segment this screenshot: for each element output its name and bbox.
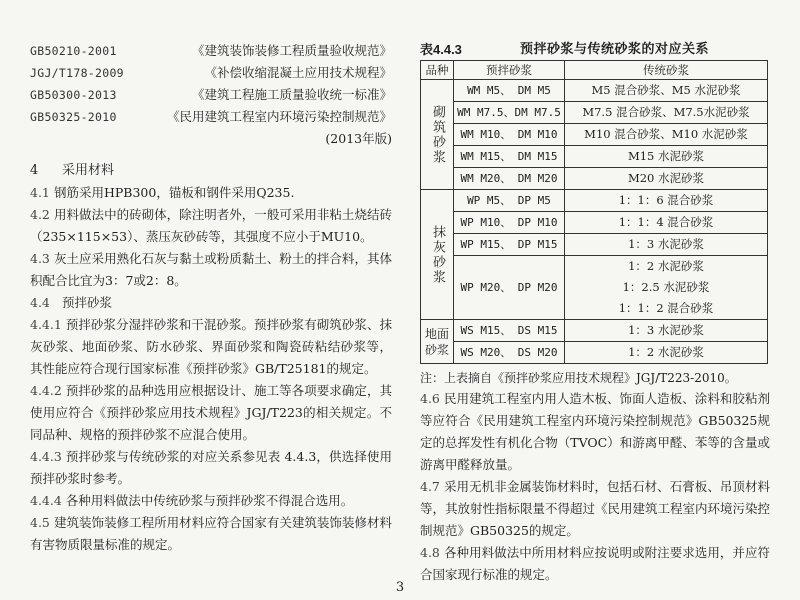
clause-paragraph	[30, 446, 392, 490]
reference-code: GB50300-2013	[30, 88, 117, 102]
premixed-cell: WM M5、 DM M5	[454, 80, 565, 102]
right-column	[420, 40, 770, 586]
premixed-cell: WP M10、 DP M10	[454, 212, 565, 234]
reference-item	[30, 62, 392, 84]
traditional-line: 1：1：2 混合砂浆	[618, 301, 714, 315]
table-note: 注：上表摘自《预拌砂浆应用技术规程》JGJ/T223-2010。	[420, 371, 737, 385]
page-number: 3	[395, 580, 405, 595]
clause-text: 灰土应采用熟化石灰与黏土或粉质黏土、粉土的拌合料，其体积配合比宜为3：7或2：8。	[30, 251, 392, 288]
traditional-line: 1：2 水泥砂浆	[628, 259, 704, 273]
clause-text: 采用无机非金属装饰材料时，包括石材、石膏板、吊顶材料等，其放射性指标限量不得超过《民用建筑工程室内环境污染控制规范》GB50325的规定。	[420, 479, 771, 538]
clause-number: 4.3	[30, 251, 50, 266]
clause-text: 各种用料做法中传统砂浆与预拌砂浆不得混合选用。	[65, 493, 354, 508]
traditional-cell: 1：3 水泥砂浆	[565, 234, 768, 256]
traditional-cell	[565, 256, 768, 320]
section-number: 4	[30, 163, 39, 178]
clause-text: 预拌砂浆与传统砂浆的对应关系参见表 4.4.3，供选择使用预拌砂浆时参考。	[30, 449, 392, 486]
table-row	[421, 146, 768, 168]
subsection-title: 预拌砂浆	[62, 295, 113, 310]
premixed-cell: WP M20、 DP M20	[454, 256, 565, 320]
reference-title: 《民用建筑工程室内环境污染控制规范》	[166, 109, 392, 124]
table-row	[421, 234, 768, 256]
reference-item	[30, 40, 392, 62]
premixed-cell: WM M10、 DM M10	[454, 124, 565, 146]
category-cell: 地面砂浆	[421, 320, 454, 364]
reference-code: GB50325-2010	[30, 110, 117, 124]
mortar-table	[420, 60, 768, 364]
clause-text: 建筑装饰装修工程所用材料应符合国家有关建筑装饰装修材料有害物质限量标准的规定。	[30, 515, 392, 552]
traditional-cell: M5 混合砂浆、M5 水泥砂浆	[565, 80, 768, 102]
reference-edition: (2013年版)	[325, 131, 392, 146]
reference-list	[30, 40, 392, 150]
table-row	[421, 80, 768, 102]
table-title	[420, 40, 770, 60]
clause-number: 4.6	[420, 391, 440, 406]
reference-item	[30, 84, 392, 106]
table-caption: 预拌砂浆与传统砂浆的对应关系	[520, 42, 710, 57]
reference-title: 《建筑工程施工质量验收统一标准》	[191, 87, 392, 102]
clause-paragraph	[30, 204, 392, 248]
clause-paragraph	[420, 476, 770, 542]
clause-number: 4.7	[420, 479, 440, 494]
header-traditional: 传统砂浆	[565, 61, 768, 80]
table-row	[421, 102, 768, 124]
clause-text: 预拌砂浆的品种选用应根据设计、施工等各项要求确定，其使用应符合《预拌砂浆应用技术规程》JGJ/T223的相关规定。不同品种、规格的预拌砂浆不应混合使用。	[30, 383, 392, 442]
premixed-cell: WM M7.5、DM M7.5	[454, 102, 565, 124]
clause-number: 4.5	[30, 515, 50, 530]
premixed-cell: WM M15、 DM M15	[454, 146, 565, 168]
clause-text: 用料做法中的砖砌体，除注明者外，一般可采用非粘土烧结砖（235×115×53）、蒸压灰砂砖等，其强度不应小于MU10。	[30, 207, 392, 244]
clause-number: 4.4.3	[30, 449, 62, 464]
clause-number: 4.4.1	[30, 317, 62, 332]
clause-text: 各种用料做法中所用材料应按说明或附注要求选用，并应符合国家现行标准的规定。	[420, 545, 770, 582]
premixed-cell: WP M15、 DP M15	[454, 234, 565, 256]
traditional-cell: 1：2 水泥砂浆	[565, 342, 768, 364]
header-category: 品种	[421, 61, 454, 80]
section-heading	[30, 160, 392, 182]
premixed-cell: WS M15、 DS M15	[454, 320, 565, 342]
clause-number: 4.2	[30, 207, 50, 222]
subsection-number: 4.4	[30, 295, 50, 310]
subsection-heading	[30, 292, 392, 314]
reference-code: GB50210-2001	[30, 44, 117, 58]
reference-code: JGJ/T178-2009	[30, 66, 124, 80]
traditional-cell: M20 水泥砂浆	[565, 168, 768, 190]
table-row	[421, 320, 768, 342]
header-premixed: 预拌砂浆	[454, 61, 565, 80]
clause-number: 4.4.4	[30, 493, 62, 508]
table-row	[421, 256, 768, 320]
traditional-cell: 1：1：6 混合砂浆	[565, 190, 768, 212]
clause-number: 4.8	[420, 545, 440, 560]
table-row	[421, 168, 768, 190]
table-number: 表4.4.3	[420, 42, 462, 57]
left-column	[30, 40, 392, 556]
clause-paragraph	[30, 380, 392, 446]
clause-paragraph	[30, 490, 392, 512]
clause-number: 4.1	[30, 185, 50, 200]
clause-paragraph	[30, 182, 392, 204]
table-row	[421, 342, 768, 364]
traditional-cell: 1：3 水泥砂浆	[565, 320, 768, 342]
table-row	[421, 124, 768, 146]
clause-paragraph	[30, 248, 392, 292]
premixed-cell: WP M5、 DP M5	[454, 190, 565, 212]
category-cell: 抹灰砂浆	[421, 190, 454, 320]
premixed-cell: WM M20、 DM M20	[454, 168, 565, 190]
clause-text: 钢筋采用HPB300，锚板和钢件采用Q235.	[53, 185, 295, 200]
reference-title: 《建筑装饰装修工程质量验收规范》	[191, 43, 392, 58]
table-header-row	[421, 61, 768, 80]
traditional-cell: 1：1：4 混合砂浆	[565, 212, 768, 234]
traditional-cell: M15 水泥砂浆	[565, 146, 768, 168]
reference-item	[30, 106, 392, 128]
premixed-cell: WS M20、 DS M20	[454, 342, 565, 364]
clause-number: 4.4.2	[30, 383, 62, 398]
clause-paragraph	[420, 388, 770, 476]
clause-paragraph	[30, 314, 392, 380]
traditional-cell: M7.5 混合砂浆、M7.5水泥砂浆	[565, 102, 768, 124]
section-title: 采用材料	[62, 163, 115, 178]
category-cell: 砌筑砂浆	[421, 80, 454, 190]
clause-text: 民用建筑工程室内用人造木板、饰面人造板、涂料和胶粘剂等应符合《民用建筑工程室内环境污染控制规范》GB50325规定的总挥发性有机化合物（TVOC）和游离甲醛、苯等的含量或游离甲醛释放量。	[420, 391, 770, 472]
table-row	[421, 190, 768, 212]
clause-text: 预拌砂浆分湿拌砂浆和干混砂浆。预拌砂浆有砌筑砂浆、抹灰砂浆、地面砂浆、防水砂浆、界面砂浆和陶瓷砖粘结砂浆等，其性能应符合现行国家标准《预拌砂浆》GB/T25181的规定。	[30, 317, 392, 376]
table-row	[421, 212, 768, 234]
traditional-cell: M10 混合砂浆、M10 水泥砂浆	[565, 124, 768, 146]
reference-title: 《补偿收缩混凝土应用技术规程》	[204, 65, 392, 80]
clause-paragraph	[30, 512, 392, 556]
traditional-line: 1：2.5 水泥砂浆	[622, 280, 710, 294]
